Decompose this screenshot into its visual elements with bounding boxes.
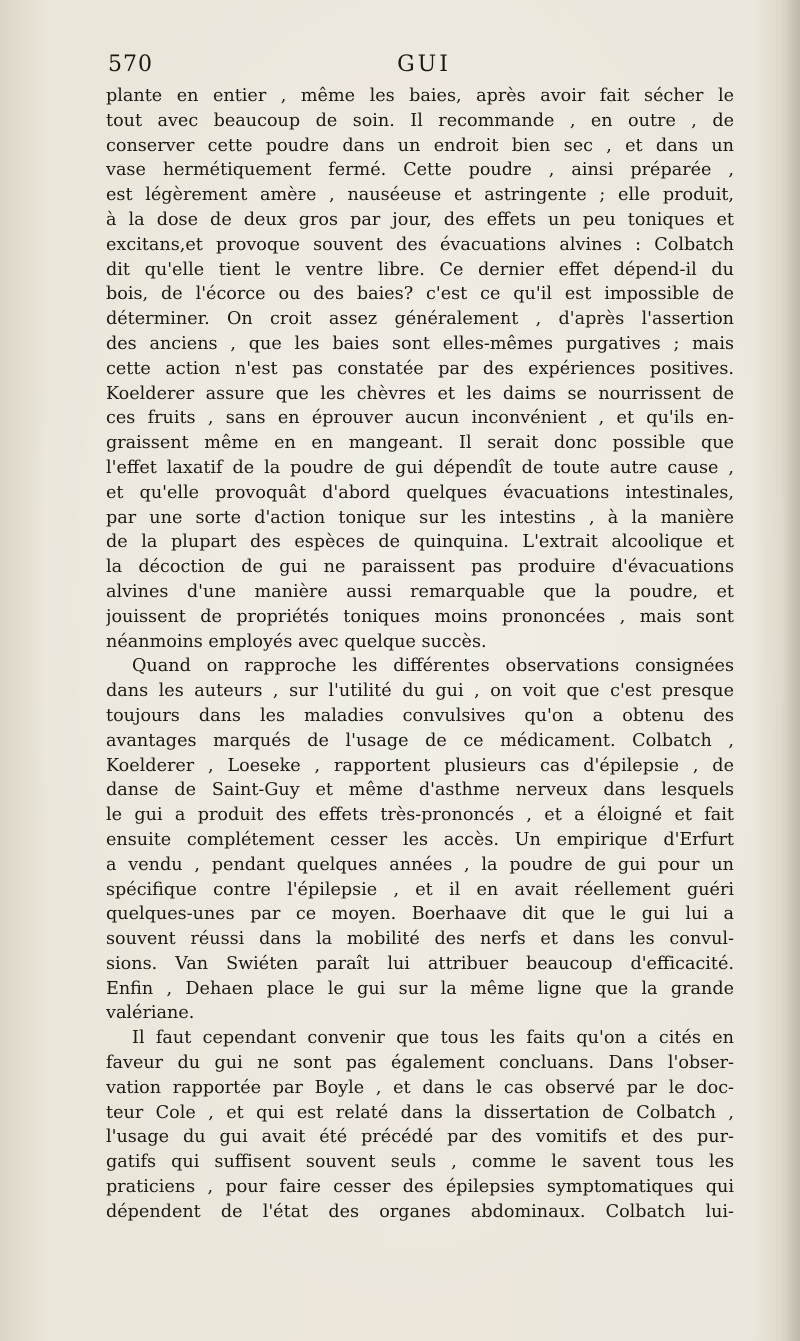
text-line: a vendu , pendant quelques années , la poudre de gui pour un bbox=[106, 854, 734, 875]
text-line: alvines d'une manière aussi remarquable que la poudre, et bbox=[106, 581, 734, 602]
running-title: GUI bbox=[397, 52, 451, 77]
text-line: vase hermétiquement fermé. Cette poudre , ainsi préparée , bbox=[106, 160, 734, 181]
text-line: jouissent de propriétés toniques moins prononcées , mais sont bbox=[106, 606, 734, 627]
text-line: ensuite complétement cesser les accès. Un empirique d'Erfurt bbox=[106, 829, 734, 850]
text-line: plante en entier , même les baies, après avoir fait sécher le bbox=[106, 86, 734, 106]
text-line: à la dose de deux gros par jour, des effets un peu toniques et bbox=[106, 209, 734, 230]
text-line: excitans,et provoque souvent des évacuations alvines : Colbatch bbox=[106, 234, 734, 255]
text-line: vation rapportée par Boyle , et dans le cas observé par le doc- bbox=[106, 1077, 734, 1098]
text-line: dans les auteurs , sur l'utilité du gui , on voit que c'est presque bbox=[106, 681, 734, 702]
text-line: Quand on rapproche les différentes observations consignées bbox=[132, 656, 734, 677]
text-line: Enfin , Dehaen place le gui sur la même ligne que la grande bbox=[106, 978, 734, 999]
text-line: cette action n'est pas constatée par des expériences positives. bbox=[106, 358, 734, 379]
text-line: conserver cette poudre dans un endroit bien sec , et dans un bbox=[106, 135, 734, 156]
text-line: graissent même en en mangeant. Il serait donc possible que bbox=[106, 433, 734, 454]
text-line: par une sorte d'action tonique sur les intestins , à la manière bbox=[106, 507, 734, 528]
text-line: le gui a produit des effets très-prononcés , et a éloigné et fait bbox=[106, 805, 734, 826]
text-line: des anciens , que les baies sont elles-mêmes purgatives ; mais bbox=[106, 333, 734, 354]
text-line: déterminer. On croit assez généralement , d'après l'assertion bbox=[106, 309, 734, 330]
text-line: praticiens , pour faire cesser des épilepsies symptomatiques qui bbox=[106, 1177, 734, 1198]
text-line: l'usage du gui avait été précédé par des vomitifs et des pur- bbox=[106, 1127, 734, 1148]
page-number: 570 bbox=[108, 52, 153, 77]
text-line: la décoction de gui ne paraissent pas produire d'évacuations bbox=[106, 557, 734, 578]
text-line: gatifs qui suffisent souvent seuls , comme le savent tous les bbox=[106, 1152, 734, 1173]
text-line: Koelderer , Loeseke , rapportent plusieurs cas d'épilepsie , de bbox=[106, 755, 734, 776]
text-line: quelques-unes par ce moyen. Boerhaave dit que le gui lui a bbox=[106, 904, 734, 925]
text-line: toujours dans les maladies convulsives qu'on a obtenu des bbox=[106, 705, 734, 726]
text-line: Koelderer assure que les chèvres et les daims se nourrissent de bbox=[106, 383, 734, 404]
text-line: néanmoins employés avec quelque succès. bbox=[106, 631, 487, 652]
text-line: souvent réussi dans la mobilité des nerfs et dans les convul- bbox=[106, 929, 734, 950]
text-line: faveur du gui ne sont pas également concluans. Dans l'obser- bbox=[106, 1053, 734, 1074]
text-line: bois, de l'écorce ou des baies? c'est ce qu'il est impossible de bbox=[106, 284, 734, 305]
text-line: est légèrement amère , nauséeuse et astringente ; elle produit, bbox=[106, 185, 734, 206]
text-line: avantages marqués de l'usage de ce médicament. Colbatch , bbox=[106, 730, 734, 751]
text-line: sions. Van Swiéten paraît lui attribuer beaucoup d'efficacité. bbox=[106, 953, 734, 974]
text-line: dit qu'elle tient le ventre libre. Ce dernier effet dépend-il du bbox=[106, 259, 734, 280]
text-line: l'effet laxatif de la poudre de gui dépendît de toute autre cause , bbox=[106, 457, 734, 478]
body-text bbox=[106, 84, 734, 1225]
text-line: teur Cole , et qui est relaté dans la dissertation de Colbatch , bbox=[106, 1102, 734, 1123]
text-line: valériane. bbox=[106, 1003, 195, 1024]
text-line: ces fruits , sans en éprouver aucun inconvénient , et qu'ils en- bbox=[106, 408, 734, 429]
text-line: spécifique contre l'épilepsie , et il en avait réellement guéri bbox=[106, 879, 734, 900]
text-line: dépendent de l'état des organes abdominaux. Colbatch lui- bbox=[106, 1201, 734, 1222]
text-line: de la plupart des espèces de quinquina. L'extrait alcoolique et bbox=[106, 532, 734, 553]
text-line: danse de Saint-Guy et même d'asthme nerveux dans lesquels bbox=[106, 780, 734, 801]
running-head bbox=[108, 52, 740, 86]
text-line: tout avec beaucoup de soin. Il recommande , en outre , de bbox=[106, 110, 734, 131]
text-line: et qu'elle provoquât d'abord quelques évacuations intestinales, bbox=[106, 482, 734, 503]
text-line: Il faut cependant convenir que tous les faits qu'on a cités en bbox=[132, 1028, 734, 1049]
page-edge-shadow bbox=[782, 0, 800, 1341]
